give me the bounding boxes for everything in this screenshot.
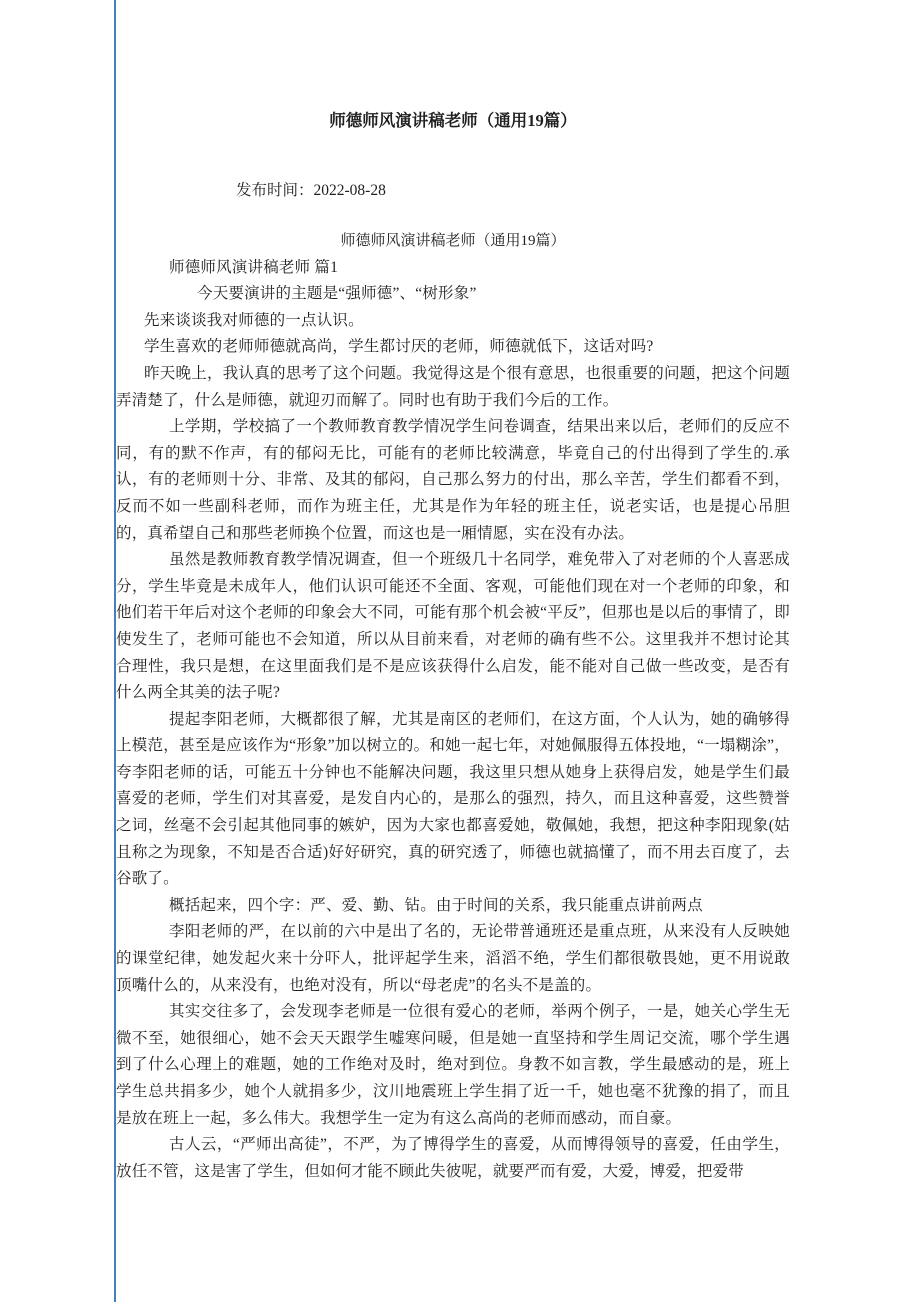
paragraph: 学生喜欢的老师师德就高尚，学生都讨厌的老师，师德就低下，这话对吗?: [144, 338, 654, 356]
paragraph: 昨天晚上，我认真的思考了这个问题。我觉得这是个很有意思，也很重要的问题，把这个问题弄清楚了，什么是师德，就迎刃而解了。同时也有助于我们今后的工作。: [116, 364, 790, 409]
publish-time: 发布时间：2022-08-28: [236, 182, 386, 199]
paragraph: 虽然是教师教育教学情况调查，但一个班级几十名同学，难免带入了对老师的个人喜恶成分，学生毕竟是未成年人，他们认识可能还不全面、客观，可能他们现在对一个老师的印象，和他们若干年后对这个老师的印象会大不同，可能有那个机会被“平反”，但那也是以后的事情了，即使发生了，老师可能也不会知道，所以从目前来看，对老师的确有些不公。这里我并不想讨论其合理性，我只是想，在这里面我们是不是应该获得什么启发，能不能对自己做一些改变，是否有什么两全其美的法子呢?: [116, 551, 790, 702]
paragraph: 李阳老师的严，在以前的六中是出了名的，无论带普通班还是重点班，从来没有人反映她的课堂纪律，她发起火来十分吓人，批评起学生来，滔滔不绝，学生们都很敬畏她，更不用说敢顶嘴什么的，从来没有，也绝对没有，所以“母老虎”的名头不是盖的。: [116, 923, 790, 994]
document-content: [116, 108, 790, 1185]
document-subtitle: 师德师风演讲稿老师（通用19篇）: [340, 233, 566, 249]
paragraph: 先来谈谈我对师德的一点认识。: [144, 311, 364, 329]
paragraph: 古人云，“严师出高徒”，不严，为了博得学生的喜爱，从而博得领导的喜爱，任由学生，放任不管，这是害了学生，但如何才能不顾此失彼呢，就要严而有爱，大爱，博爱，把爱带: [116, 1136, 790, 1180]
paragraph: 上学期，学校搞了一个教师教育教学情况学生问卷调查，结果出来以后，老师们的反应不同，有的默不作声，有的郁闷无比，可能有的老师比较满意，毕竟自己的付出得到了学生的.承认，有的老师则十分、非常、及其的郁闷，自己那么努力的付出，那么辛苦，学生们都看不到，反而不如一些副科老师，而作为班主任，尤其是作为年轻的班主任，说老实话，也是提心吊胆的，真希望自己和那些老师换个位置，而这也是一厢情愿，实在没有办法。: [116, 418, 790, 542]
section-title: 师德师风演讲稿老师 篇1: [169, 258, 339, 276]
document-title: 师德师风演讲稿老师（通用19篇）: [329, 111, 577, 130]
paragraph-theme: 今天要演讲的主题是“强师德”、“树形象”: [197, 285, 477, 303]
paragraph: 其实交往多了，会发现李老师是一位很有爱心的老师，举两个例子，一是，她关心学生无微不至，她很细心，她不会天天跟学生嘘寒问暖，但是她一直坚持和学生周记交流，哪个学生遇到了什么心理上的难题，她的工作绝对及时，绝对到位。身教不如言教，学生最感动的是，班上学生总共捐多少，她个人就捐多少，汶川地震班上学生捐了近一千，她也毫不犹豫的捐了，而且是放在班上一起，多么伟大。我想学生一定为有这么高尚的老师而感动，而自豪。: [116, 1003, 790, 1127]
paragraph: 概括起来，四个字：严、爱、勤、钻。由于时间的关系，我只能重点讲前两点: [169, 896, 703, 914]
paragraph: 提起李阳老师，大概都很了解，尤其是南区的老师们，在这方面，个人认为，她的确够得上模范，甚至是应该作为“形象”加以树立的。和她一起七年，对她佩服得五体投地，“一塌糊涂”，夸李阳老师的话，可能五十分钟也不能解决问题，我这里只想从她身上获得启发，她是学生们最喜爱的老师，学生们对其喜爱，是发自内心的，是那么的强烈，持久，而且这种喜爱，这些赞誉之词，丝毫不会引起其他同事的嫉妒，因为大家也都喜爱她，敬佩她，我想，把这种李阳现象(姑且称之为现象，不知是否合适)好好研究，真的研究透了，师德也就搞懂了，而不用去百度了，去谷歌了。: [116, 710, 790, 888]
